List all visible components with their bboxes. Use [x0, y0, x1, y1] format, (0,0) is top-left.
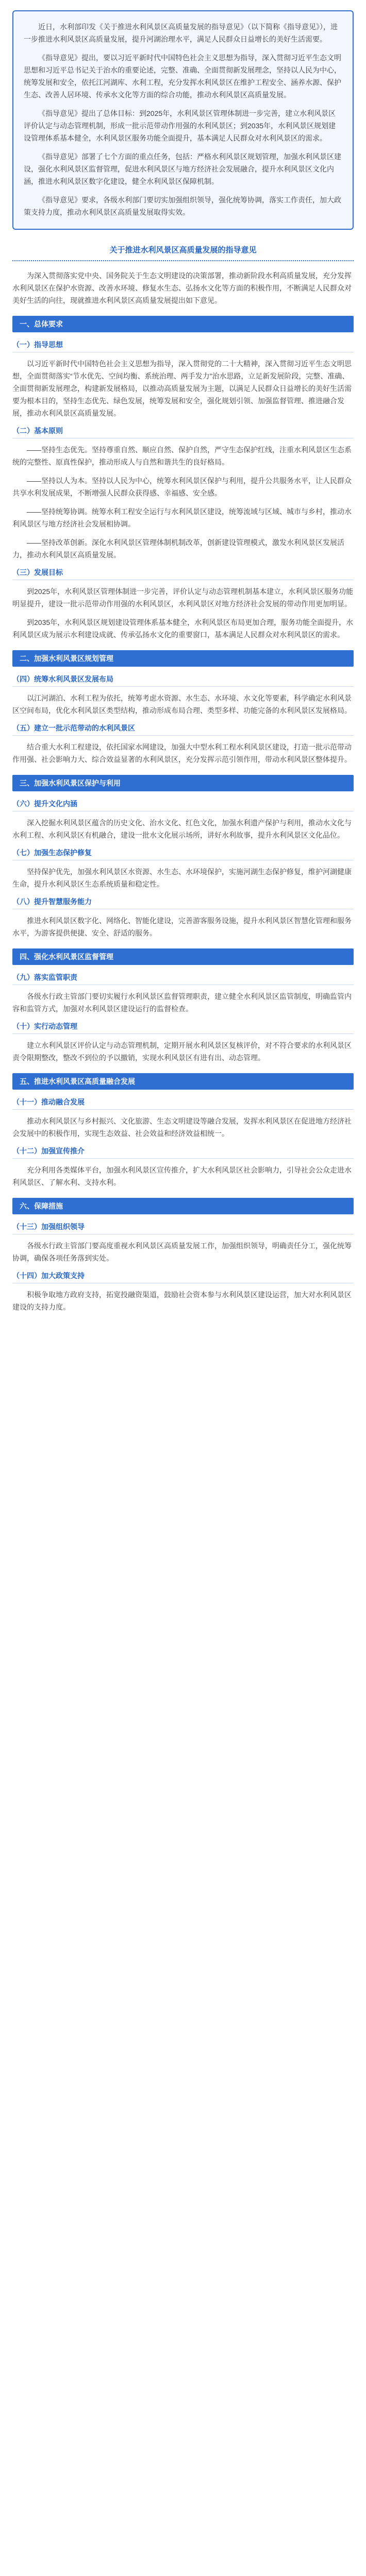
subsection-heading: （十二）加强宣传推介 — [12, 1146, 354, 1159]
section-heading: 三、加强水利风景区保护与利用 — [12, 775, 354, 791]
intro-paragraph: 《指导意见》部署了七个方面的重点任务，包括：严格水利风景区规划管理，加强水利风景区建设，强化水利风景区监督管理，促进水利风景区与地方经济社会发展融合，提升水利风景区文化内涵，推进水利风景区数字化建设，健全水利风景区保障机制。 — [24, 152, 341, 185]
body-paragraph: 结合重大水利工程建设，依托国家水网建设，加强大中型水利工程水利风景区建设，打造一批示范带动作用强、社会影响力大、综合效益显著的水利风景区，充分发挥示范引领作用，带动水利风景区整体提升。 — [12, 743, 352, 764]
subsection-heading: （三）发展目标 — [12, 567, 354, 580]
body-paragraph: 建立水利风景区评价认定与动态管理机制，定期开展水利风景区复核评价，对不符合要求的水利风景区责令限期整改，整改不到位的予以撤销，实现水利风景区有进有出、动态管理。 — [12, 1041, 352, 1062]
subsection-heading: （一）指导思想 — [12, 340, 354, 352]
document-body — [0, 266, 366, 1313]
subsection-heading: （五）建立一批示范带动的水利风景区 — [12, 723, 354, 736]
body-paragraph: 推进水利风景区数字化、网络化、智能化建设，完善游客服务设施，提升水利风景区智慧化管理和服务水平，为游客提供便捷、安全、舒适的服务。 — [12, 917, 352, 937]
body-paragraph: 积极争取地方政府支持，拓宽投融资渠道，鼓励社会资本参与水利风景区建设运营，加大对水利风景区建设的支持力度。 — [12, 1291, 352, 1311]
intro-paragraph: 《指导意见》要求，各级水利部门要切实加强组织领导，强化统筹协调，落实工作责任，加大政策支持力度，推动水利风景区高质量发展取得实效。 — [24, 196, 341, 216]
body-paragraph: 到2025年，水利风景区管理体制进一步完善，评价认定与动态管理机制基本建立，水利风景区服务功能明显提升，建设一批示范带动作用强的水利风景区，水利风景区对地方经济社会发展的带动作用更加明显。 — [12, 587, 354, 608]
subsection-heading: （四）统筹水利风景区发展布局 — [12, 674, 354, 687]
section-heading: 一、总体要求 — [12, 316, 354, 332]
body-paragraph: ——坚持生态优先。坚持尊重自然、顺应自然、保护自然，严守生态保护红线，注重水利风景区生态系统的完整性、原真性保护，推动形成人与自然和谐共生的良好格局。 — [12, 446, 352, 466]
subsection-heading: （七）加强生态保护修复 — [12, 848, 354, 860]
intro-paragraph: 《指导意见》提出了总体目标：到2025年，水利风景区管理体制进一步完善，建立水利风景区评价认定与动态管理机制，形成一批示范带动作用强的水利风景区；到2035年，水利风景区规划建设管理体系基本健全，水利风景区服务功能全面提升，基本满足人民群众对水利风景区的需求。 — [24, 109, 336, 142]
section-heading: 五、推进水利风景区高质量融合发展 — [12, 1073, 354, 1090]
body-paragraph: ——坚持统筹协调。统筹水利工程安全运行与水利风景区建设，统筹流域与区域、城市与乡村，推动水利风景区与地方经济社会发展相协调。 — [12, 507, 352, 528]
subsection-heading: （十三）加强组织领导 — [12, 1222, 354, 1234]
body-paragraph: 各级水行政主管部门要切实履行水利风景区监督管理职责，建立健全水利风景区监管制度，明确监管内容和监管方式，加强对水利风景区建设运行的监督检查。 — [12, 992, 352, 1013]
intro-paragraph: 近日，水利部印发《关于推进水利风景区高质量发展的指导意见》（以下简称《指导意见》），进一步推进水利风景区高质量发展，提升河湖治理水平，满足人民群众日益增长的美好生活需要。 — [24, 23, 338, 43]
preamble-paragraph: 为深入贯彻落实党中央、国务院关于生态文明建设的决策部署，推动新阶段水利高质量发展，充分发挥水利风景区在保护水资源、改善水环境、修复水生态、弘扬水文化等方面的积极作用，不断满足人民群众对美好生活的向往，现就推进水利风景区高质量发展提出如下意见。 — [12, 272, 352, 304]
body-paragraph: 坚持保护优先，加强水利风景区水资源、水生态、水环境保护，实施河湖生态保护修复，维护河湖健康生命，提升水利风景区生态系统质量和稳定性。 — [12, 868, 352, 888]
subsection-heading: （八）提升智慧服务能力 — [12, 896, 354, 909]
body-paragraph: 以习近平新时代中国特色社会主义思想为指导，深入贯彻党的二十大精神，深入贯彻习近平生态文明思想，全面贯彻落实“节水优先、空间均衡、系统治理、两手发力”治水思路，立足新发展阶段，完整、准确、全面贯彻新发展理念，构建新发展格局，以推动高质量发展为主题，以满足人民群众日益增长的美好生活需要为根本目的，坚持生态优先、绿色发展，统筹发展和安全，强化规划引领、加强监督管理、推进融合发展，推动水利风景区高质量发展。 — [12, 360, 352, 417]
subsection-heading: （十）实行动态管理 — [12, 1021, 354, 1034]
section-heading: 二、加强水利风景区规划管理 — [12, 650, 354, 667]
subsection-heading: （六）提升文化内涵 — [12, 799, 354, 811]
body-paragraph: 推动水利风景区与乡村振兴、文化旅游、生态文明建设等融合发展，发挥水利风景区在促进地方经济社会发展中的积极作用，实现生态效益、社会效益和经济效益相统一。 — [12, 1117, 352, 1138]
body-paragraph: 以江河湖泊、水利工程为依托，统筹考虑水资源、水生态、水环境、水文化等要素，科学确定水利风景区空间布局，优化水利风景区类型结构，推动形成布局合理、类型多样、功能完备的水利风景区发展格局。 — [12, 694, 352, 715]
body-paragraph: 深入挖掘水利风景区蕴含的历史文化、治水文化、红色文化，加强水利遗产保护与利用，推动水文化与水利工程、水利风景区有机融合，建设一批水文化展示场所，讲好水利故事，提升水利风景区文化品位。 — [12, 819, 352, 839]
subsection-heading: （十四）加大政策支持 — [12, 1270, 354, 1283]
body-paragraph: ——坚持改革创新。深化水利风景区管理体制机制改革，创新建设管理模式，激发水利风景区发展活力，推动水利风景区高质量发展。 — [12, 538, 344, 559]
body-paragraph: 充分利用各类媒体平台，加强水利风景区宣传推介，扩大水利风景区社会影响力，引导社会公众走进水利风景区、了解水利、支持水利。 — [12, 1166, 352, 1187]
intro-paragraph: 《指导意见》提出，要以习近平新时代中国特色社会主义思想为指导，深入贯彻习近平生态文明思想和习近平总书记关于治水的重要论述，完整、准确、全面贯彻新发展理念，坚持以人民为中心，统筹发展和安全，依托江河湖库、水利工程，充分发挥水利风景区在维护工程安全、涵养水源、保护生态、改善人居环境、传承水文化等方面的综合功能，推动水利风景区高质量发展。 — [24, 54, 341, 99]
subsection-heading: （九）落实监管职责 — [12, 972, 354, 985]
section-heading: 四、强化水利风景区监督管理 — [12, 948, 354, 965]
intro-box — [12, 10, 354, 230]
body-paragraph: 到2035年，水利风景区规划建设管理体系基本健全，水利风景区布局更加合理，服务功能全面提升，水利风景区成为展示水利建设成就、传承弘扬水文化的重要窗口，基本满足人民群众对水利风景区的需求。 — [12, 618, 354, 639]
subsection-heading: （二）基本原则 — [12, 426, 354, 438]
document-title: 关于推进水利风景区高质量发展的指导意见 — [12, 244, 354, 261]
subsection-heading: （十一）推动融合发展 — [12, 1097, 354, 1110]
body-paragraph: ——坚持以人为本。坚持以人民为中心，统筹水利风景区保护与利用，提升公共服务水平，让人民群众共享水利发展成果，不断增强人民群众获得感、幸福感、安全感。 — [12, 477, 352, 497]
body-paragraph: 各级水行政主管部门要高度重视水利风景区高质量发展工作，加强组织领导，明确责任分工，强化统筹协调，确保各项任务落到实处。 — [12, 1242, 352, 1262]
section-heading: 六、保障措施 — [12, 1198, 354, 1214]
